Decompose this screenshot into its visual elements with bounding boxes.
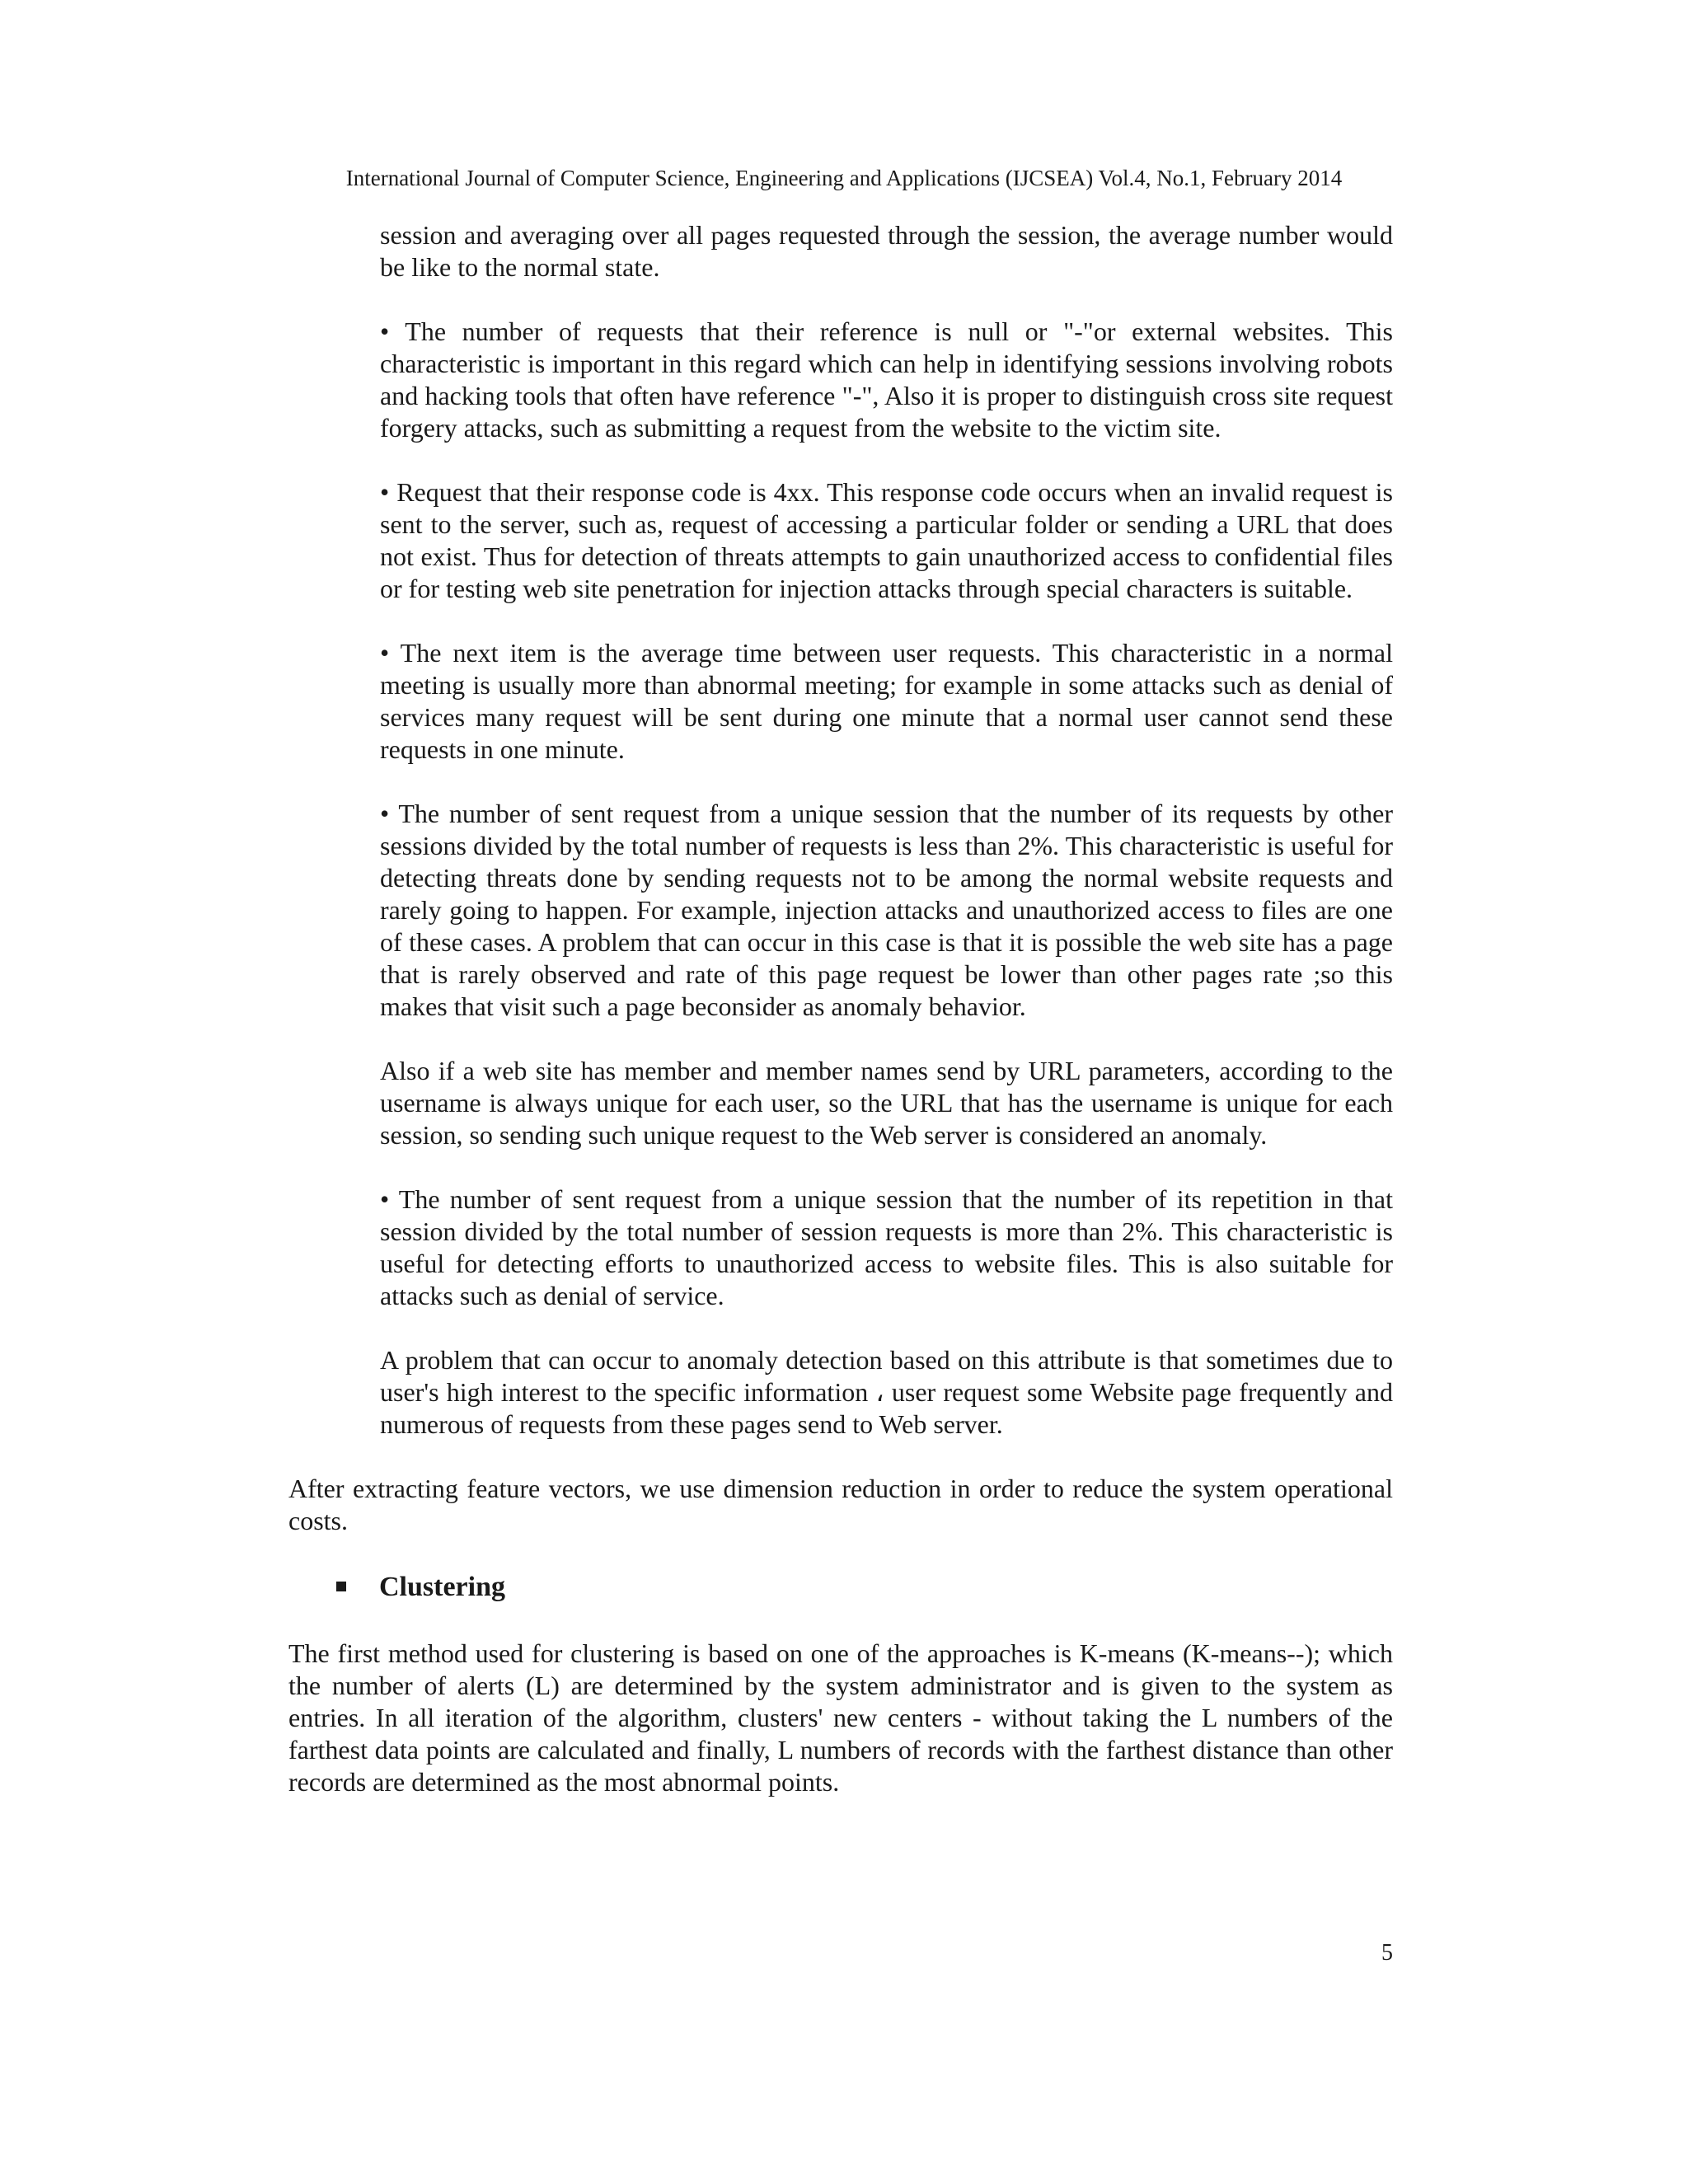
section-heading (288, 1569, 1393, 1605)
bullet-reference-null: • The number of requests that their reference is null or "-"or external websites. This characteristic is important in this regard which can help in identifying sessions involving robots and hacking tools that often have reference "-", Also it is proper to distinguish cross site request forgery attacks, such as submitting a request from the website to the victim site. (380, 316, 1393, 443)
bullet-average-time: • The next item is the average time between user requests. This characteristic in a normal meeting is usually more than abnormal meeting; for example in some attacks such as denial of services many request will be sent during one minute that a normal user cannot send these requests in one minute. (380, 638, 1393, 764)
body-text (288, 219, 1393, 1830)
paragraph-anomaly-problem: A problem that can occur to anomaly detection based on this attribute is that sometimes due to user's high interest to the specific information ، user request some Website page frequently and numerous of requests from these pages send to Web server. (380, 1345, 1393, 1439)
paragraph-clustering: The first method used for clustering is based on one of the approaches is K-means (K-means--); which the number of alerts (L) are determined by the system administrator and is given to the system as entries. In all iteration of the algorithm, clusters' new centers - without taking the L numbers of the farthest data points are calculated and finally, L numbers of records with the farthest distance than other records are determined as the most abnormal points. (288, 1638, 1393, 1797)
square-bullet-icon (336, 1582, 346, 1591)
bullet-response-code-4xx: • Request that their response code is 4xx. This response code occurs when an invalid request is sent to the server, such as, request of accessing a particular folder or sending a URL that does not exist. Thus for detection of threats attempts to gain unauthorized access to confidential files or for testing web site penetration for injection attacks through special characters is suitable. (380, 477, 1393, 603)
paragraph-member-names: Also if a web site has member and member names send by URL parameters, according to the username is always unique for each user, so the URL that has the username is unique for each session, so sending such unique request to the Web server is considered an anomaly. (380, 1056, 1393, 1150)
paragraph-continuation: session and averaging over all pages requested through the session, the average number would be like to the normal state. (380, 220, 1393, 282)
bullet-session-repetition: • The number of sent request from a unique session that the number of its repetition in that session divided by the total number of session requests is more than 2%. This characteristic is useful for detecting efforts to unauthorized access to website files. This is also suitable for attacks such as denial of service. (380, 1184, 1393, 1310)
journal-header: International Journal of Computer Science, Engineering and Applications (IJCSEA) Vol.4, No.1, February 2014 (345, 166, 1343, 190)
page-number: 5 (1381, 1940, 1393, 1966)
section-heading-text: Clustering (379, 1572, 505, 1602)
bullet-unique-session-requests: • The number of sent request from a unique session that the number of its requests by other sessions divided by the total number of requests is less than 2%. This characteristic is useful for detecting threats done by sending requests not to be among the normal website requests and rarely going to happen. For example, injection attacks and unauthorized access to files are one of these cases. A problem that can occur in this case is that it is possible the web site has a page that is rarely observed and rate of this page request be lower than other pages rate ;so this makes that visit such a page beconsider as anomaly behavior. (380, 799, 1393, 1021)
paragraph-dimension-reduction: After extracting feature vectors, we use dimension reduction in order to reduce the system operational costs. (288, 1474, 1393, 1535)
